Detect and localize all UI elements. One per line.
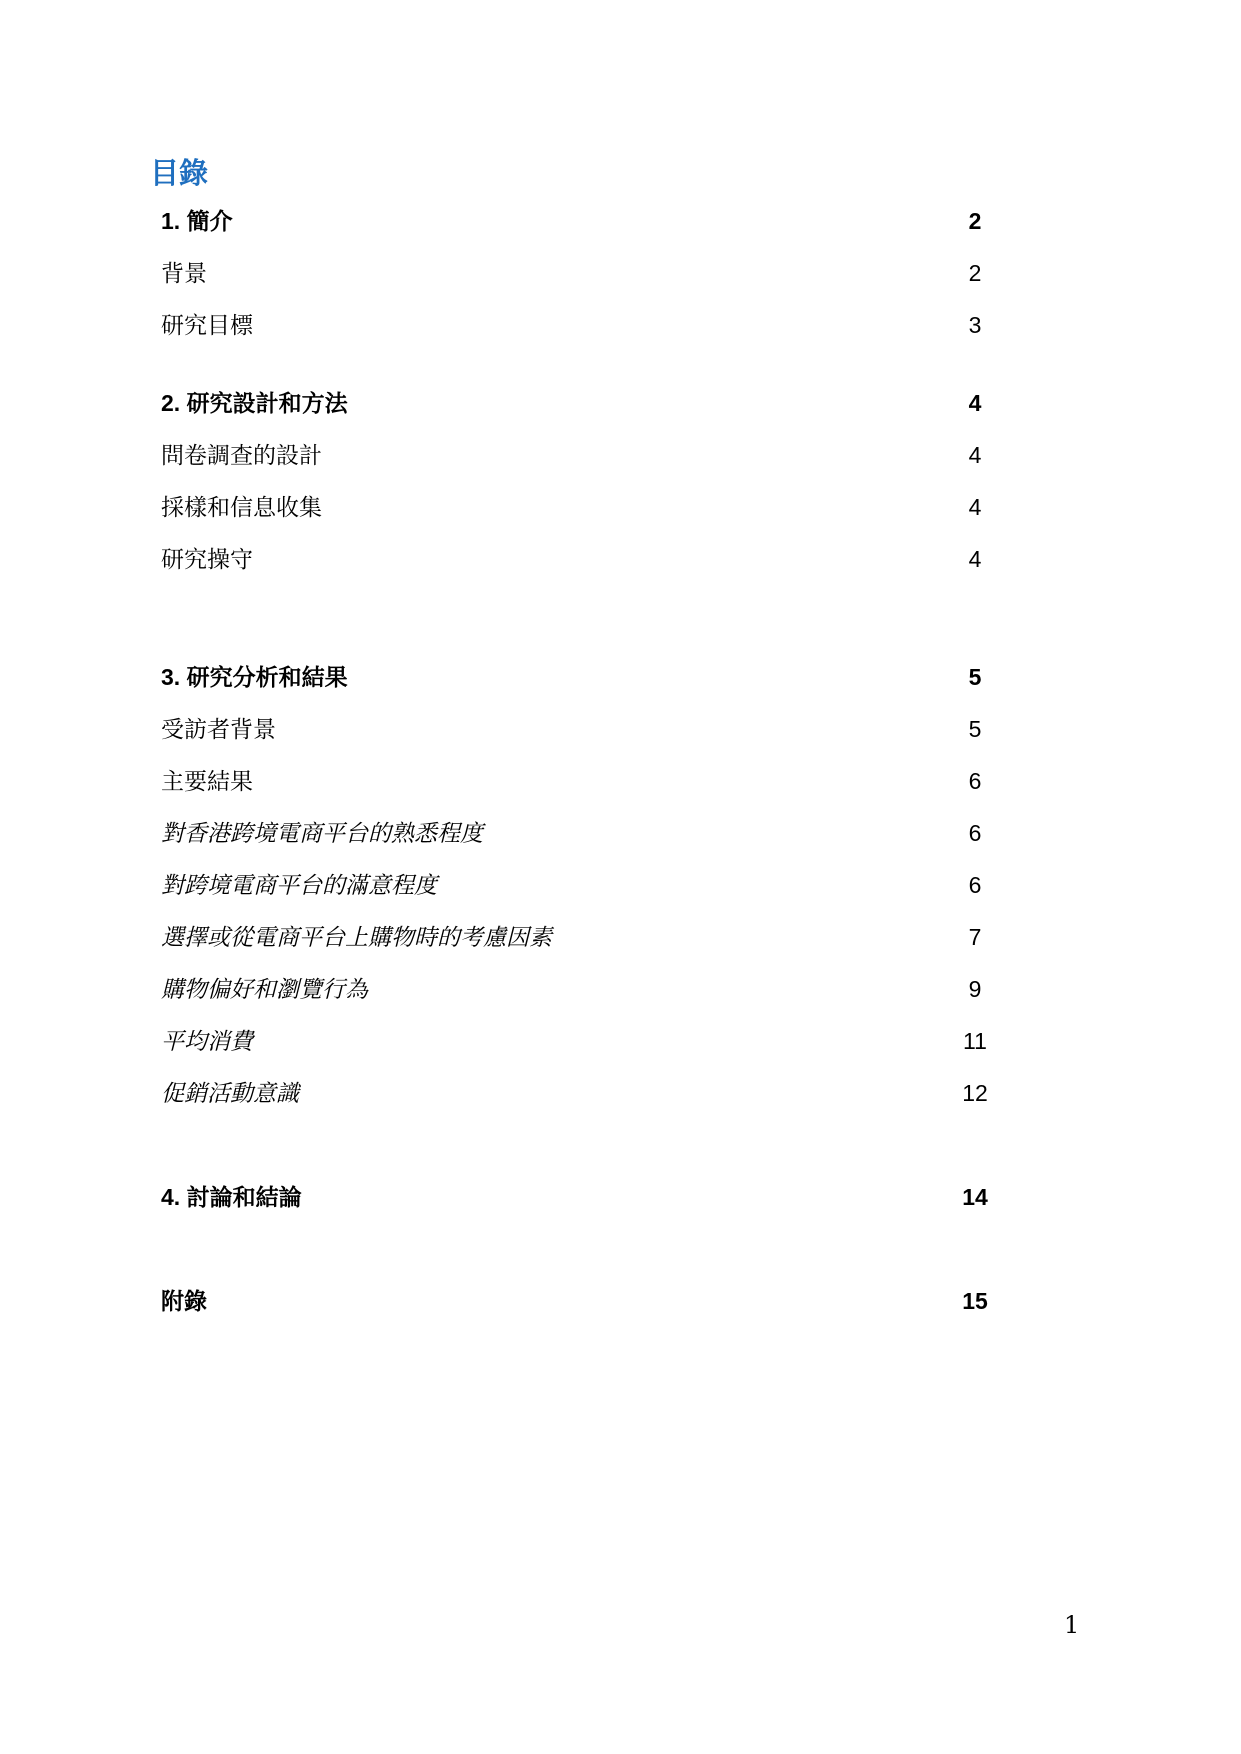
toc-entry-label: 促銷活動意識: [161, 1080, 299, 1106]
toc-entry-label: 平均消費: [161, 1028, 253, 1054]
toc-entry-discussion-conclusion[interactable]: [161, 1179, 995, 1215]
toc-entry-label: 受訪者背景: [161, 716, 276, 742]
toc-entry-research-ethics[interactable]: [161, 541, 995, 577]
toc-title: 目錄: [150, 158, 209, 190]
toc-entry-page: 11: [963, 1028, 987, 1054]
toc-entry-analysis-results[interactable]: [161, 659, 995, 695]
toc-entry-label: 對跨境電商平台的滿意程度: [161, 872, 437, 898]
toc-entry-preferences[interactable]: [161, 971, 995, 1007]
toc-entry-page: 3: [968, 312, 982, 338]
toc-entry-appendix[interactable]: [161, 1283, 995, 1319]
toc-entry-research-design[interactable]: [161, 385, 995, 421]
toc-entry-sampling[interactable]: [161, 489, 995, 525]
toc-entry-label: 1. 簡介: [161, 208, 233, 234]
toc-entry-respondent-background[interactable]: [161, 711, 995, 747]
toc-entry-label: 問卷調查的設計: [161, 442, 322, 468]
toc-entry-page: 9: [968, 976, 982, 1002]
toc-entry-label: 附錄: [161, 1288, 207, 1314]
toc-entry-label: 採樣和信息收集: [161, 494, 322, 520]
toc-entry-page: 12: [962, 1080, 988, 1106]
toc-entry-background[interactable]: [161, 255, 995, 291]
toc-entry-satisfaction[interactable]: [161, 867, 995, 903]
toc-entry-label: 主要結果: [161, 768, 253, 794]
toc-entry-questionnaire-design[interactable]: [161, 437, 995, 473]
toc-entry-label: 4. 討論和結論: [161, 1184, 302, 1210]
toc-entry-promotion-awareness[interactable]: [161, 1075, 995, 1111]
toc-entry-page: 7: [968, 924, 982, 950]
toc-entry-page: 4: [968, 546, 982, 572]
toc-entry-label: 背景: [161, 260, 207, 286]
toc-entry-label: 選擇或從電商平台上購物時的考慮因素: [161, 924, 552, 950]
toc-entry-page: 5: [968, 716, 982, 742]
toc-entry-label: 研究操守: [161, 546, 253, 572]
toc-entry-page: 15: [962, 1288, 988, 1314]
toc-entry-introduction[interactable]: [161, 203, 995, 239]
toc-entry-average-spending[interactable]: [161, 1023, 995, 1059]
toc-entry-page: 4: [968, 494, 982, 520]
toc-entry-page: 5: [968, 664, 982, 690]
toc-entry-page: 4: [968, 442, 982, 468]
page-number: 1: [1064, 1611, 1080, 1639]
toc-entry-considerations[interactable]: [161, 919, 995, 955]
toc-entry-page: 4: [968, 390, 982, 416]
toc-entry-label: 對香港跨境電商平台的熟悉程度: [161, 820, 483, 846]
toc-entry-page: 6: [968, 820, 982, 846]
toc-entry-label: 3. 研究分析和結果: [161, 664, 348, 690]
toc-entry-page: 6: [968, 872, 982, 898]
toc-entry-page: 6: [968, 768, 982, 794]
toc-entry-page: 2: [968, 260, 982, 286]
toc-entry-label: 購物偏好和瀏覽行為: [161, 976, 368, 1002]
toc-entry-objectives[interactable]: [161, 307, 995, 343]
toc-entry-main-results[interactable]: [161, 763, 995, 799]
toc-entry-familiarity[interactable]: [161, 815, 995, 851]
toc-entry-page: 14: [962, 1184, 988, 1210]
toc-entry-label: 2. 研究設計和方法: [161, 390, 348, 416]
toc-entry-label: 研究目標: [161, 312, 253, 338]
toc-entry-page: 2: [968, 208, 982, 234]
